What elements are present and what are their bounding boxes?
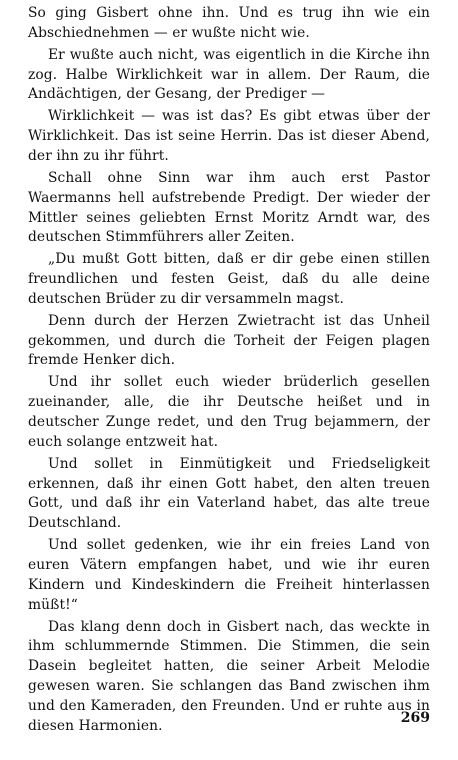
paragraph: Und sollet in Einmütigkeit und Friedseligkeit erkennen, daß ihr einen Gott habet, den alten treuen Gott, und daß ihr ein Vaterland habet, das alte treue Deutschland. [28,455,430,532]
paragraph: Er wußte auch nicht, was eigentlich in die Kirche ihn zog. Halbe Wirklichkeit war in allem. Der Raum, die Andächtigen, der Gesang, der Prediger — [28,46,430,103]
paragraph: Schall ohne Sinn war ihm auch erst Pastor Waermanns hell aufstrebende Predigt. Der wieder der Mittler seines geliebten Ernst Moritz Arndt war, des deutschen Stimmführers aller Zeiten. [28,169,430,246]
paragraph: Und sollet gedenken, wie ihr ein freies Land von euren Vätern empfangen habet, und wie ihr euren Kindern und Kindeskindern die Freiheit hinterlassen müßt!“ [28,537,430,613]
paragraph: Wirklichkeit — was ist das? Es gibt etwas über der Wirklichkeit. Das ist seine Herrin. Das ist dieser Abend, der ihn zu ihr führt. [28,108,430,164]
page-text [28,4,430,736]
paragraph: So ging Gisbert ohne ihn. Und es trug ihn wie ein Abschiednehmen — er wußte nicht wie. [28,5,430,41]
paragraph: Das klang denn doch in Gisbert nach, das weckte in ihm schlummernde Stimmen. Die Stimmen, die sein Dasein begleitet hatten, die seiner Arbeit Melodie gewesen waren. Sie schlangen das Band zwischen ihm und den Kameraden, den Freunden. Und er ruhte aus in diesen Harmonien. [28,618,430,734]
page-number: 269 [400,710,430,726]
paragraph: Und ihr sollet euch wieder brüderlich gesellen zueinander, alle, die ihr Deutsche heißet und in deutscher Zunge redet, und den Trug bejammern, der euch solange entzweit hat. [28,374,430,450]
paragraph: Denn durch der Herzen Zwietracht ist das Unheil gekommen, und durch die Torheit der Feigen plagen fremde Henker dich. [28,312,430,369]
paragraph: „Du mußt Gott bitten, daß er dir gebe einen stillen freundlichen und festen Geist, daß du alle deine deutschen Brüder zu dir versammeln magst. [28,251,430,307]
